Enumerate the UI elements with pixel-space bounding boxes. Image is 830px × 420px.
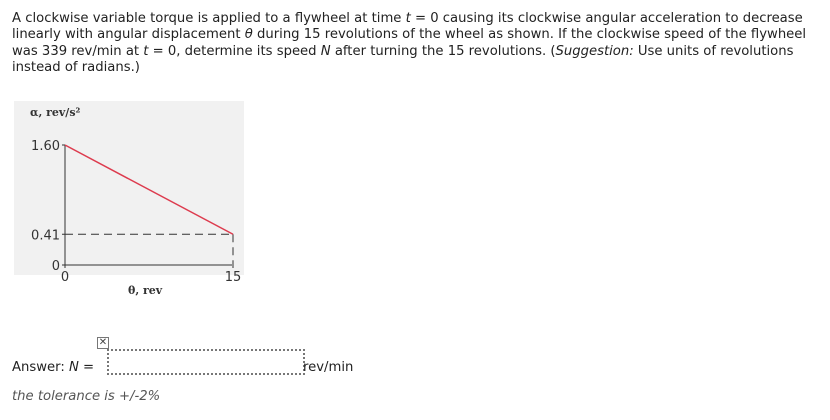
suggestion-label: Suggestion: — [555, 43, 634, 59]
y-axis-label: α, rev/s² — [30, 106, 81, 119]
x-tick-label-1: 15 — [224, 270, 242, 285]
x-axis-label: θ, rev — [128, 284, 163, 296]
problem-text-1: A clockwise variable torque is applied to a flywheel at time — [12, 11, 406, 26]
problem-text-6: Use units of revolutions instead of radians.) — [12, 43, 794, 76]
answer-label — [12, 360, 94, 375]
time-variable: t — [143, 43, 149, 59]
broken-image-icon: ✕ — [98, 337, 108, 348]
x-tick-label-0: 0 — [60, 270, 70, 285]
problem-text-3: during 15 revolutions of the wheel as shown. If the clockwise speed of the flywheel was 339 rev/min at — [12, 27, 807, 59]
y-tick-label-0: 0 — [51, 259, 60, 274]
unit-label: rev/min — [303, 360, 354, 375]
answer-label-prefix: Answer: — [12, 360, 69, 375]
theta-variable: θ — [244, 27, 253, 43]
series-line-0 — [65, 145, 233, 234]
chart-panel — [14, 101, 244, 296]
problem-text-5: after turning the 15 revolutions. ( — [330, 43, 556, 59]
time-variable: t — [405, 11, 411, 26]
answer-input[interactable] — [107, 349, 305, 375]
problem-text-4: = 0, determine its speed — [148, 43, 321, 59]
problem-statement — [12, 11, 826, 77]
tolerance-note: the tolerance is +/-2% — [12, 389, 161, 404]
acceleration-chart — [14, 101, 244, 296]
answer-label-suffix: = — [78, 360, 95, 375]
problem-text-2: = 0 causing its clockwise angular acceleration to decrease linearly with angular displacement — [12, 11, 803, 43]
speed-variable: N — [320, 43, 331, 59]
y-tick-label-1: 0.41 — [31, 228, 60, 244]
answer-variable: N — [68, 360, 79, 375]
y-tick-label-2: 1.60 — [31, 139, 60, 154]
chart-marks — [31, 139, 241, 285]
